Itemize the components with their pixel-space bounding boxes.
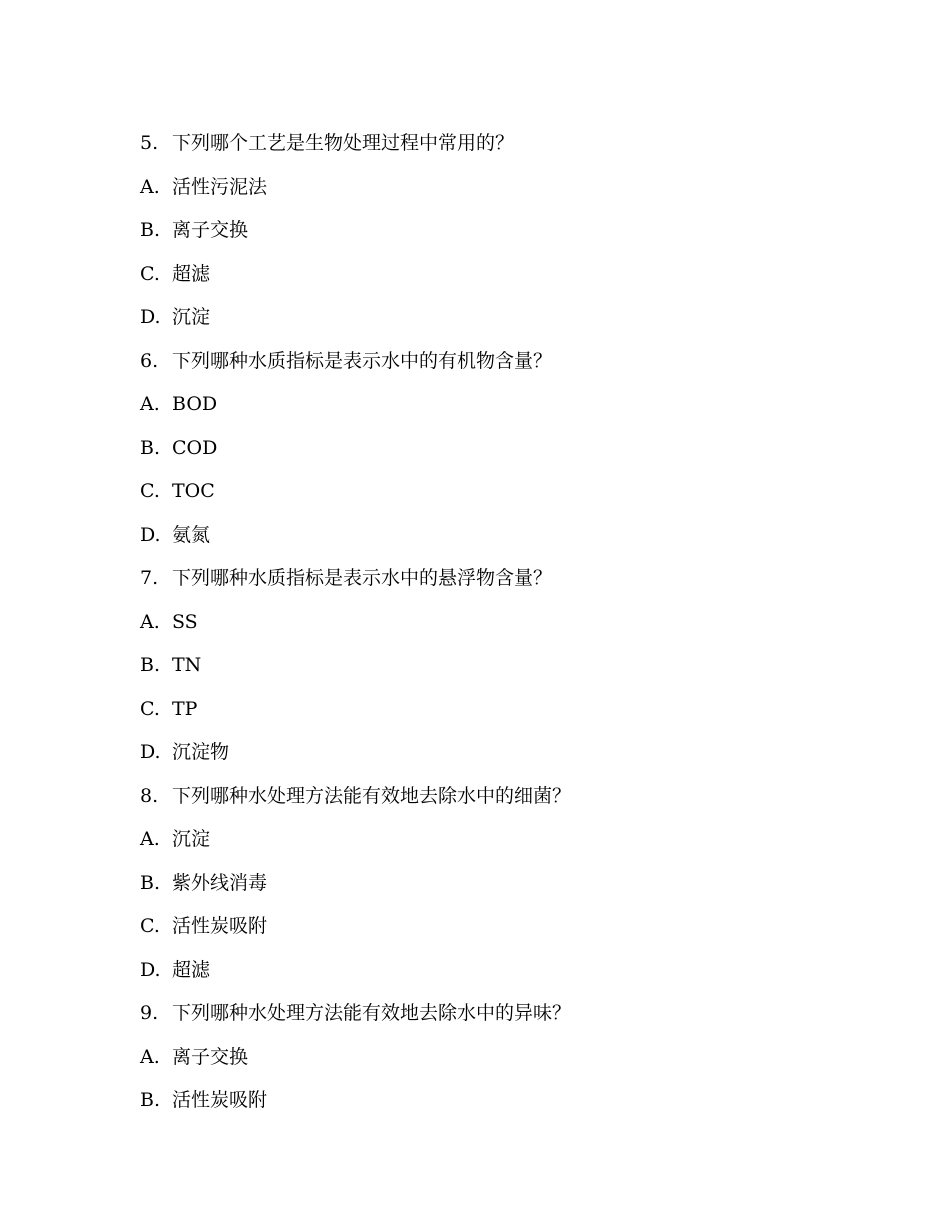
option-text: 离子交换 (172, 1045, 249, 1068)
option-text: 活性污泥法 (172, 175, 268, 198)
option-text: TP (172, 697, 198, 720)
option-6a (140, 389, 900, 433)
option-letter: A. (140, 175, 160, 198)
option-text: 沉淀物 (172, 741, 230, 763)
option-8a (140, 824, 900, 868)
option-letter: A. (140, 393, 160, 415)
option-5a (140, 172, 900, 216)
option-text: 紫外线消毒 (172, 871, 268, 894)
option-7a (140, 607, 900, 651)
option-5d (140, 302, 900, 346)
question-text: 下列哪种水处理方法能有效地去除水中的异味？ (172, 1002, 572, 1024)
option-letter: B. (140, 654, 161, 676)
option-letter: A. (140, 828, 160, 850)
option-9b (140, 1085, 900, 1129)
question-number: 8. (140, 784, 159, 807)
option-letter: A. (140, 1045, 160, 1068)
option-6c (140, 476, 900, 520)
option-letter: B. (140, 871, 161, 894)
option-7c (140, 694, 900, 738)
question-text: 下列哪种水质指标是表示水中的悬浮物含量？ (172, 567, 553, 589)
question-7 (140, 563, 900, 607)
question-text: 下列哪个工艺是生物处理过程中常用的？ (172, 132, 515, 154)
question-5 (140, 128, 900, 172)
option-text: TOC (172, 480, 215, 502)
option-8c (140, 911, 900, 955)
question-text: 下列哪种水质指标是表示水中的有机物含量？ (172, 349, 553, 372)
option-text: 沉淀 (172, 306, 211, 328)
option-letter: A. (140, 610, 160, 633)
option-8d (140, 955, 900, 999)
option-8b (140, 868, 900, 912)
option-letter: D. (140, 741, 161, 763)
option-text: COD (172, 436, 218, 459)
question-9 (140, 998, 900, 1042)
option-letter: C. (140, 262, 160, 285)
option-7b (140, 650, 900, 694)
option-letter: C. (140, 480, 160, 502)
option-6d (140, 520, 900, 564)
question-text: 下列哪种水处理方法能有效地去除水中的细菌？ (172, 784, 572, 807)
option-letter: C. (140, 697, 160, 720)
option-letter: B. (140, 1089, 161, 1111)
option-text: SS (172, 610, 198, 633)
option-text: 超滤 (172, 958, 211, 981)
option-text: BOD (172, 393, 218, 415)
option-letter: B. (140, 219, 161, 241)
option-letter: D. (140, 306, 161, 328)
question-number: 7. (140, 567, 159, 589)
option-letter: B. (140, 436, 161, 459)
question-6 (140, 346, 900, 390)
option-text: 活性炭吸附 (172, 915, 268, 937)
option-text: 沉淀 (172, 828, 211, 850)
option-text: 离子交换 (172, 219, 249, 241)
option-letter: D. (140, 523, 161, 546)
question-list (140, 128, 900, 1129)
option-letter: D. (140, 958, 161, 981)
option-text: 氨氮 (172, 523, 211, 546)
option-5c (140, 259, 900, 303)
question-8 (140, 781, 900, 825)
option-text: 活性炭吸附 (172, 1089, 268, 1111)
question-number: 5. (140, 132, 159, 154)
option-letter: C. (140, 915, 160, 937)
question-number: 6. (140, 349, 159, 372)
option-9a (140, 1042, 900, 1086)
option-5b (140, 215, 900, 259)
option-text: TN (172, 654, 202, 676)
question-number: 9. (140, 1002, 159, 1024)
option-7d (140, 737, 900, 781)
option-6b (140, 433, 900, 477)
option-text: 超滤 (172, 262, 211, 285)
